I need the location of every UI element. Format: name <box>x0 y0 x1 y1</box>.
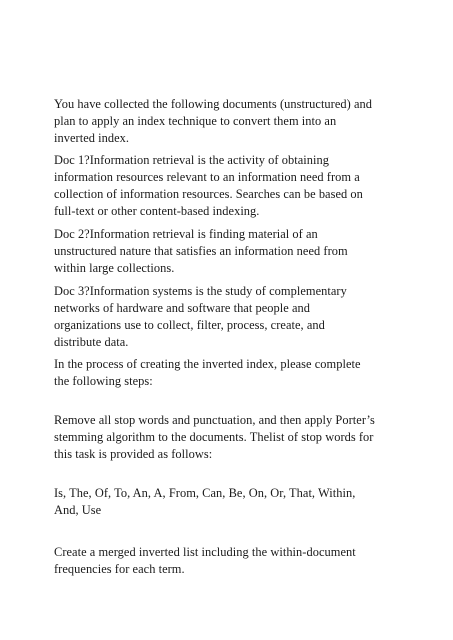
text-line: inverted index. <box>54 131 130 145</box>
text-line: within large collections. <box>54 261 175 275</box>
text-line: Doc 1?Information retrieval is the activity of obtaining <box>54 153 329 167</box>
text-line: And, Use <box>54 503 102 517</box>
text-line: full-text or other content-based indexing. <box>54 204 260 218</box>
text-line: information resources relevant to an information need from a <box>54 170 360 184</box>
stop-words-list-paragraph <box>54 485 406 519</box>
text-line: stemming algorithm to the documents. Thelist of stop words for <box>54 430 374 444</box>
text-line: unstructured nature that satisfies an information need from <box>54 244 348 258</box>
text-line: collection of information resources. Searches can be based on <box>54 187 363 201</box>
text-line: Doc 3?Information systems is the study of complementary <box>54 284 347 298</box>
text-line: In the process of creating the inverted index, please complete <box>54 357 361 371</box>
doc3-paragraph <box>54 283 406 351</box>
inverted-list-paragraph <box>54 544 406 578</box>
process-paragraph <box>54 356 406 390</box>
text-line: Create a merged inverted list including the within-document <box>54 545 356 559</box>
text-line: Doc 2?Information retrieval is finding material of an <box>54 227 318 241</box>
intro-paragraph <box>54 96 406 147</box>
text-line: networks of hardware and software that people and <box>54 301 311 315</box>
text-line: organizations use to collect, filter, process, create, and <box>54 318 325 332</box>
text-line: distribute data. <box>54 335 129 349</box>
text-line: this task is provided as follows: <box>54 447 213 461</box>
doc1-paragraph <box>54 152 406 220</box>
stop-words-instruction-paragraph <box>54 412 406 463</box>
doc2-paragraph <box>54 226 406 277</box>
text-line: plan to apply an index technique to convert them into an <box>54 114 337 128</box>
text-line: the following steps: <box>54 374 153 388</box>
text-line: You have collected the following documents (unstructured) and <box>54 97 373 111</box>
text-line: Remove all stop words and punctuation, and then apply Porter’s <box>54 413 375 427</box>
text-line: frequencies for each term. <box>54 562 185 576</box>
text-line: Is, The, Of, To, An, A, From, Can, Be, On, Or, That, Within, <box>54 486 356 500</box>
